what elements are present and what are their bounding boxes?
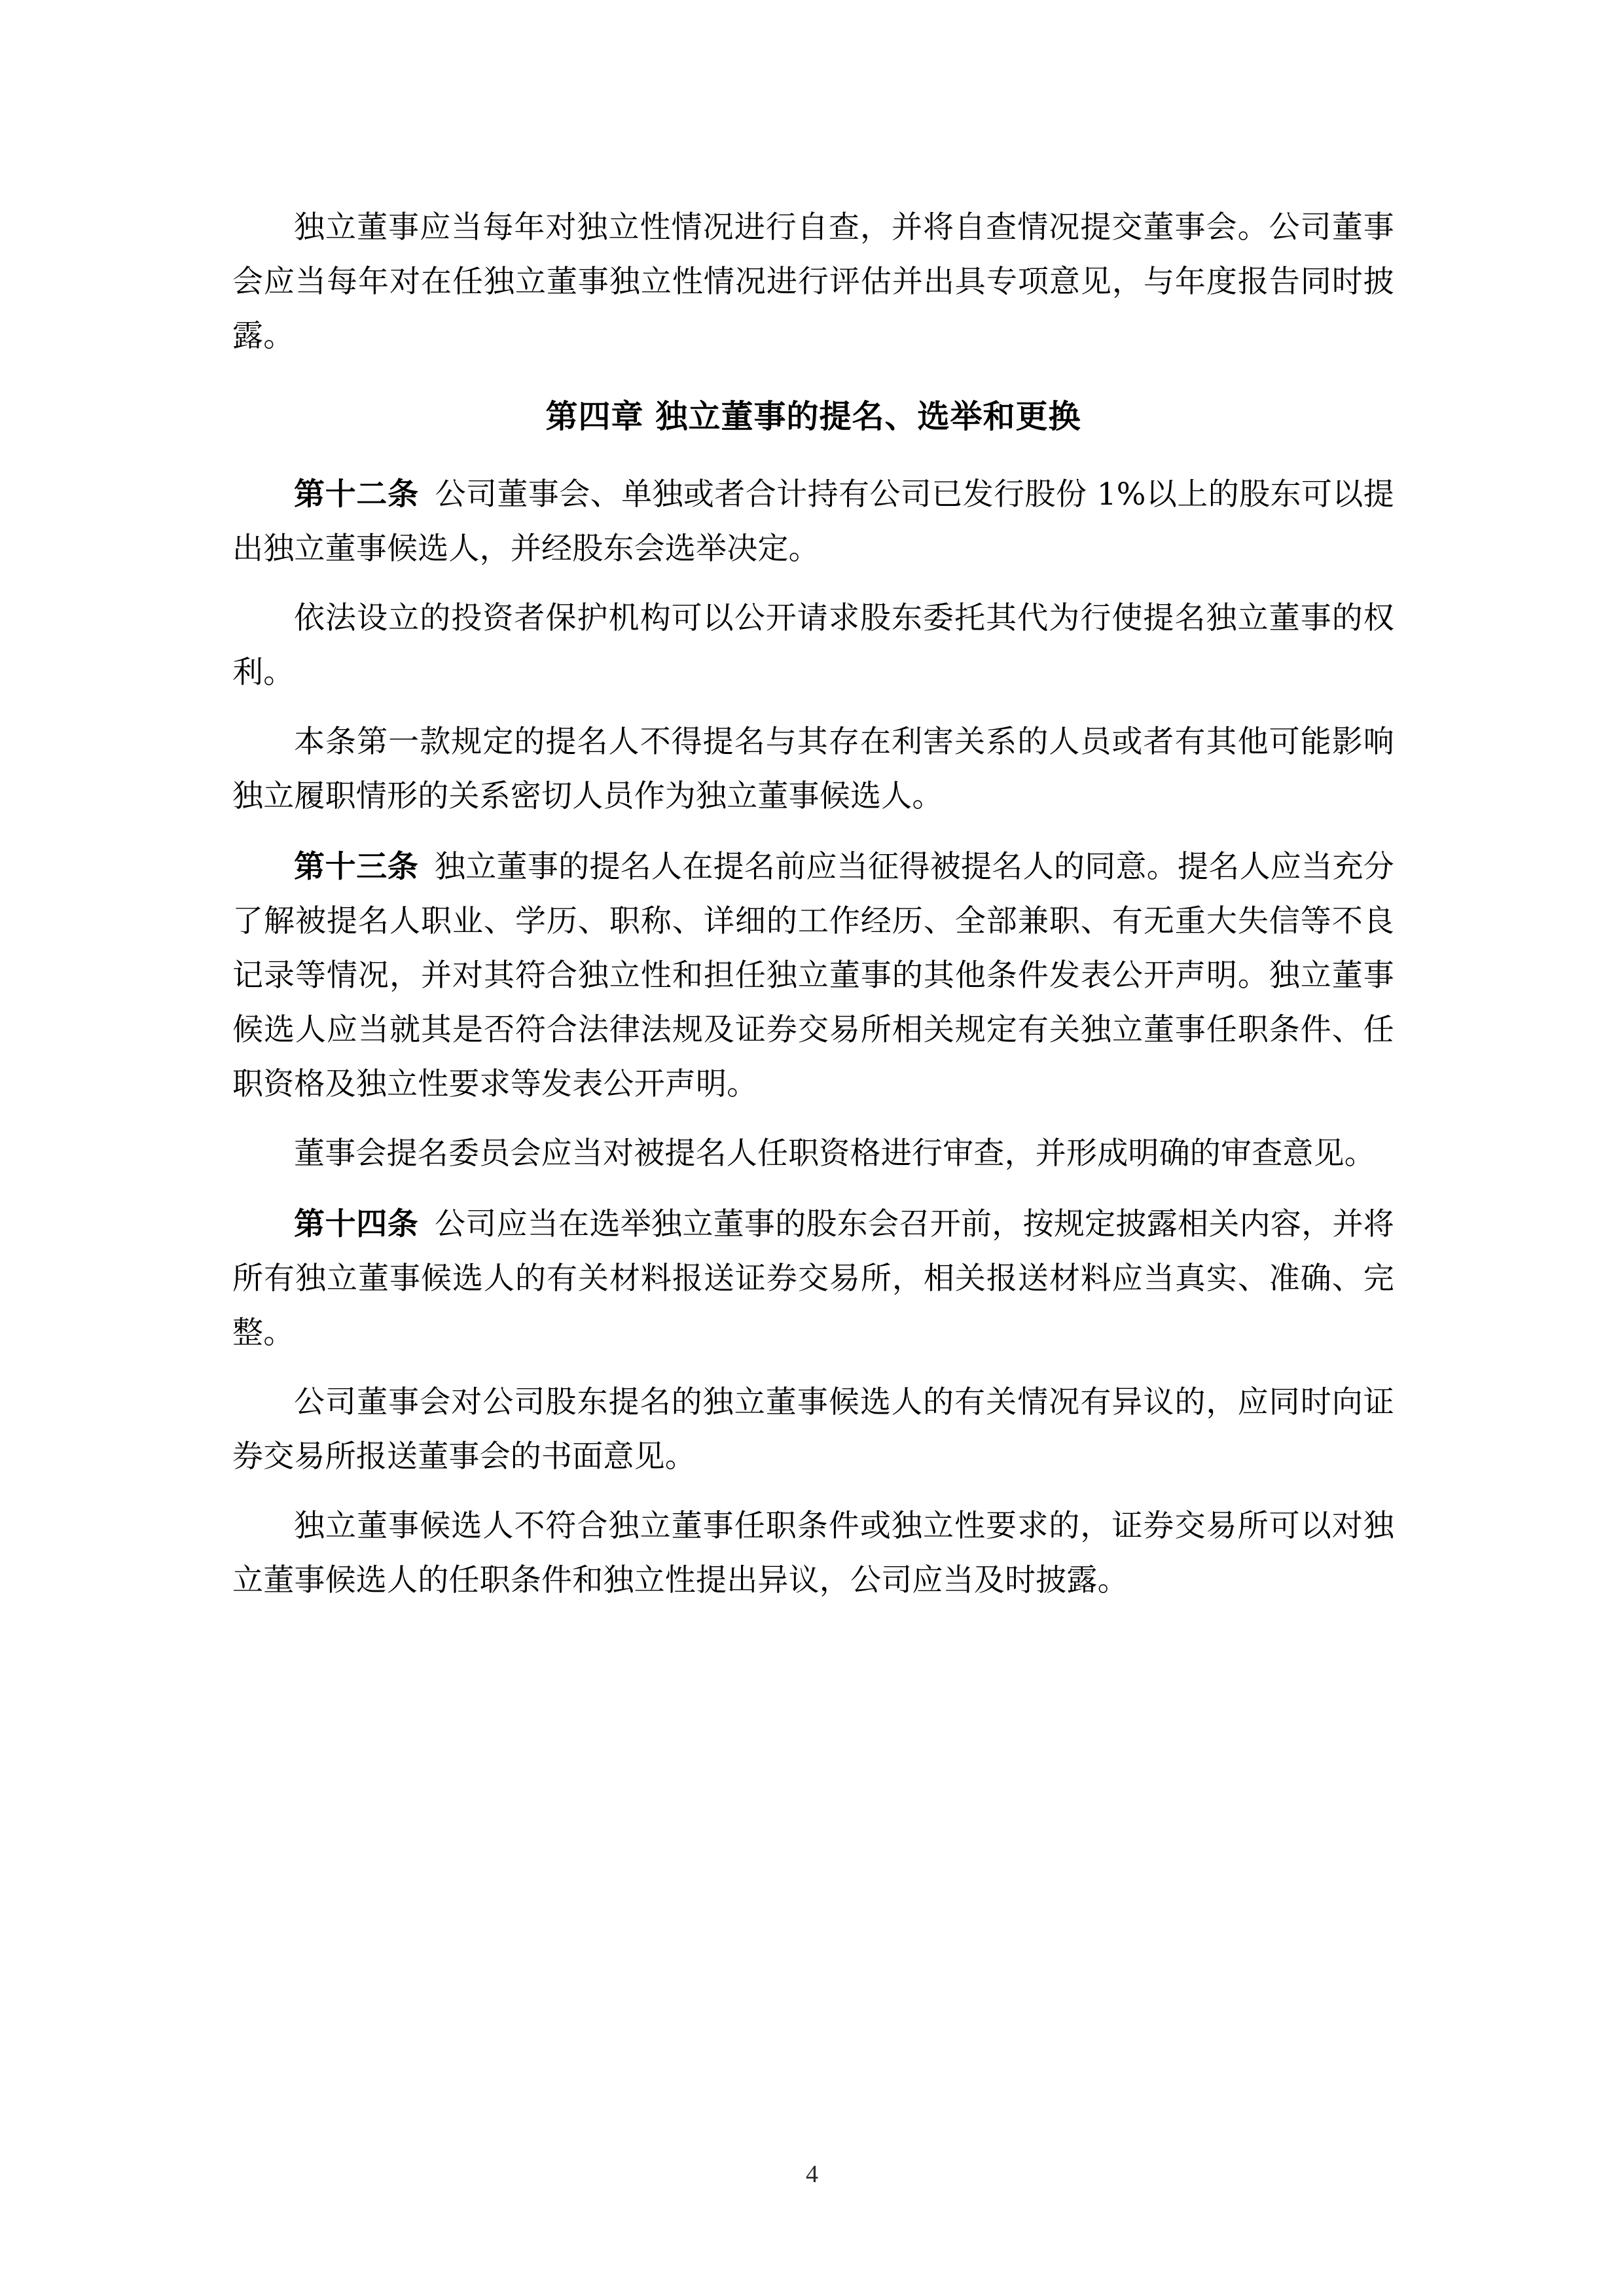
article-12-text: 公司董事会、单独或者合计持有公司已发行股份 1%以上的股东可以提出独立董事候选人，并经股东会选举决定。 (232, 476, 1395, 567)
document-body (232, 200, 1394, 1607)
article-13-text: 独立董事的提名人在提名前应当征得被提名人的同意。提名人应当充分了解被提名人职业、学历、职称、详细的工作经历、全部兼职、有无重大失信等不良记录等情况，并对其符合独立性和担任独立董事的其他条件发表公开声明。独立董事候选人应当就其是否符合法律法规及证券交易所相关规定有关独立董事任职条件、任职资格及独立性要求等发表公开声明。 (232, 849, 1395, 1102)
paragraph-nominator-restriction: 本条第一款规定的提名人不得提名与其存在利害关系的人员或者有其他可能影响独立履职情形的关系密切人员作为独立董事候选人。 (232, 724, 1394, 814)
article-14-label: 第十四条 (294, 1206, 419, 1242)
paragraph-nomination-committee-review: 董事会提名委员会应当对被提名人任职资格进行审查，并形成明确的审查意见。 (294, 1136, 1375, 1172)
article-12-label: 第十二条 (294, 476, 419, 512)
paragraph-self-inspection: 独立董事应当每年对独立性情况进行自查，并将自查情况提交董事会。公司董事会应当每年对在任独立董事独立性情况进行评估并出具专项意见，与年度报告同时披露。 (232, 209, 1394, 354)
article-12 (232, 467, 1394, 576)
chapter-heading-four: 第四章 独立董事的提名、选举和更换 (545, 397, 1081, 435)
paragraph-exchange-objection: 独立董事候选人不符合独立董事任职条件或独立性要求的，证券交易所可以对独立董事候选人的任职条件和独立性提出异议，公司应当及时披露。 (232, 1508, 1394, 1598)
paragraph-investor-protection-agency: 依法设立的投资者保护机构可以公开请求股东委托其代为行使提名独立董事的权利。 (232, 600, 1394, 691)
article-13 (232, 840, 1394, 1111)
article-13-label: 第十三条 (294, 849, 419, 885)
article-14-text: 公司应当在选举独立董事的股东会召开前，按规定披露相关内容，并将所有独立董事候选人的有关材料报送证券交易所，相关报送材料应当真实、准确、完整。 (232, 1206, 1395, 1351)
paragraph-board-objection: 公司董事会对公司股东提名的独立董事候选人的有关情况有异议的，应同时向证券交易所报送董事会的书面意见。 (232, 1384, 1394, 1475)
page-number: 4 (806, 2161, 818, 2188)
article-14 (232, 1197, 1394, 1360)
